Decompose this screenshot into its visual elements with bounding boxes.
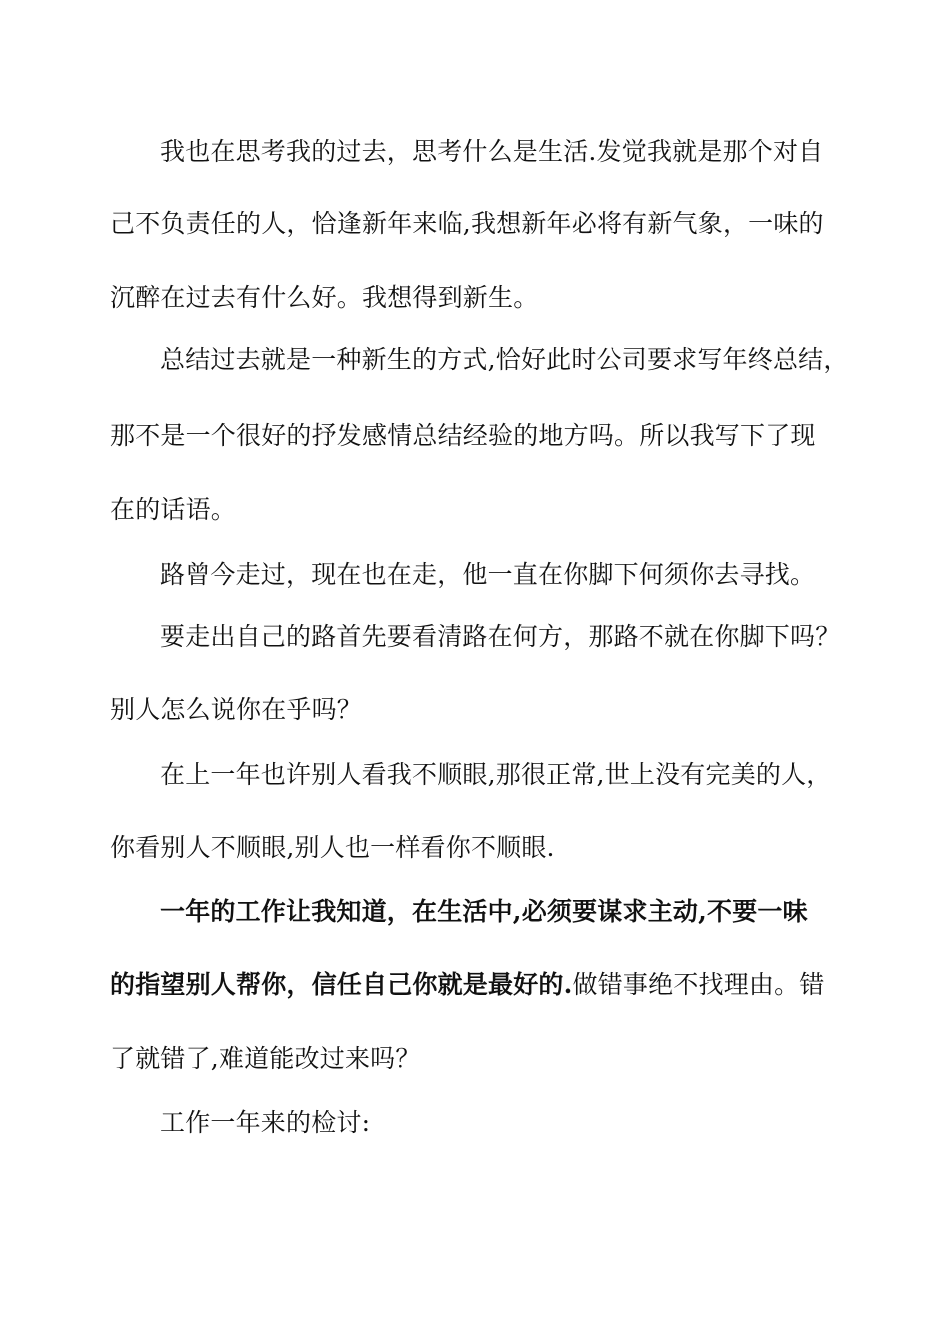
paragraph-6-line-2-regular: 做错事绝不找理由。错: [572, 970, 825, 999]
paragraph-7-line-1: 工作一年来的检讨:: [160, 1108, 371, 1137]
paragraph-4-line-1: 要走出自己的路首先要看清路在何方，那路不就在你脚下吗？: [160, 622, 841, 651]
paragraph-2-line-1: 总结过去就是一种新生的方式,恰好此时公司要求写年终总结，: [160, 345, 849, 374]
paragraph-6-line-2: [110, 970, 825, 1000]
paragraph-6-line-3: 了就错了,难道能改过来吗？: [110, 1044, 421, 1073]
paragraph-5-line-2: 你看别人不顺眼,别人也一样看你不顺眼.: [110, 833, 555, 862]
paragraph-3-line-1: 路曾今走过，现在也在走，他一直在你脚下何须你去寻找。: [160, 560, 816, 589]
paragraph-4-line-2: 别人怎么说你在乎吗？: [110, 695, 363, 724]
paragraph-6-line-1-bold: 一年的工作让我知道，在生活中,必须要谋求主动,不要一味: [160, 897, 808, 926]
paragraph-2-line-2: 那不是一个很好的抒发感情总结经验的地方吗。所以我写下了现: [110, 421, 816, 450]
paragraph-1-line-3: 沉醉在过去有什么好。我想得到新生。: [110, 283, 539, 312]
paragraph-5-line-1: 在上一年也许别人看我不顺眼,那很正常,世上没有完美的人，: [160, 760, 832, 789]
paragraph-1-line-1: 我也在思考我的过去，思考什么是生活.发觉我就是那个对自: [160, 137, 824, 166]
paragraph-2-line-3: 在的话语。: [110, 495, 237, 524]
paragraph-6-line-2-bold: 的指望别人帮你，信任自己你就是最好的.: [110, 970, 573, 999]
paragraph-1-line-2: 己不负责任的人，恰逢新年来临,我想新年必将有新气象，一味的: [110, 209, 824, 238]
